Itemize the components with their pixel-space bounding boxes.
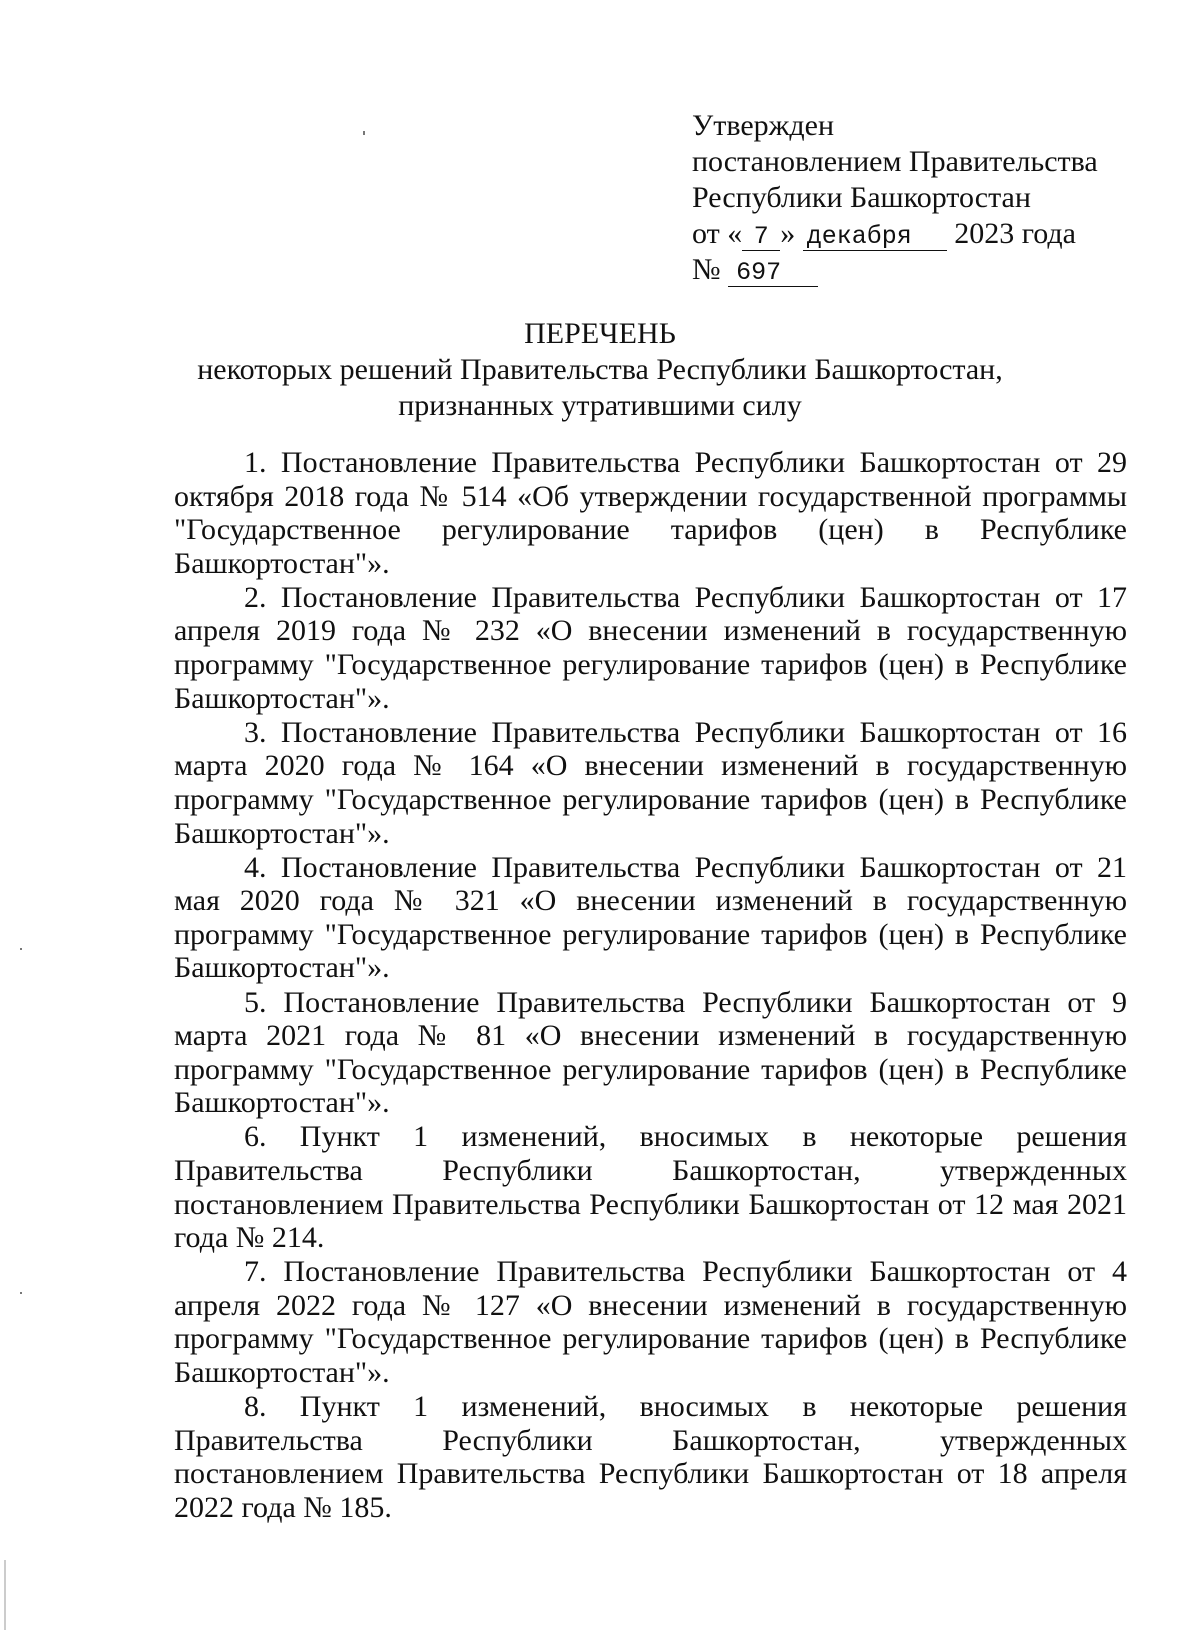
approval-number-line [692, 252, 1152, 288]
list-item: 3. Постановление Правительства Республики Башкортостан от 16 марта 2020 года № 164 «О внесении изменений в государственную программу "Государственное регулирование тарифов (цен) в Республике Башкортостан"». [174, 715, 1127, 850]
list-item: 6. Пункт 1 изменений, вносимых в некоторые решения Правительства Республики Башкортостан, утвержденных постановлением Правительства Республики Башкортостан от 12 мая 2021 года № 214. [174, 1120, 1127, 1255]
date-prefix: от « [692, 217, 743, 250]
approval-line-decree: постановлением Правительства [692, 145, 1098, 178]
date-month: декабря [803, 224, 947, 251]
date-day: 7 [742, 224, 780, 251]
decree-number: 697 [728, 260, 818, 287]
date-quote-close: » [780, 217, 796, 250]
list-item: 8. Пункт 1 изменений, вносимых в некоторые решения Правительства Республики Башкортостан, утвержденных постановлением Правительства Республики Башкортостан от 18 апреля 2022 года № 185. [174, 1390, 1127, 1524]
scan-speck [4, 1560, 6, 1630]
list-item: 5. Постановление Правительства Республики Башкортостан от 9 марта 2021 года № 81 «О внесении изменений в государственную программу "Государственное регулирование тарифов (цен) в Республике Башкортостан"». [174, 985, 1127, 1120]
scan-speck [20, 948, 22, 950]
number-prefix: № [692, 253, 721, 286]
approval-date-line [692, 216, 1152, 252]
list-item: 4. Постановление Правительства Республики Башкортостан от 21 мая 2020 года № 321 «О внесении изменений в государственную программу "Государственное регулирование тарифов (цен) в Республике Башкортостан"». [174, 850, 1127, 985]
scan-speck [363, 131, 365, 135]
date-year: 2023 года [954, 217, 1076, 250]
list-item: 2. Постановление Правительства Республики Башкортостан от 17 апреля 2019 года № 232 «О внесении изменений в государственную программу "Государственное регулирование тарифов (цен) в Республике Башкортостан"». [174, 580, 1127, 715]
document-title: ПЕРЕЧЕНЬ [524, 317, 676, 350]
list-item: 1. Постановление Правительства Республики Башкортостан от 29 октября 2018 года № 514 «Об утверждении государственной программы "Государственное регулирование тарифов (цен) в Республике Башкортостан"». [174, 446, 1127, 580]
approval-stamp-block [692, 108, 1152, 288]
repealed-decisions-list [174, 446, 1127, 1525]
list-item: 7. Постановление Правительства Республики Башкортостан от 4 апреля 2022 года № 127 «О внесении изменений в государственную программу "Государственное регулирование тарифов (цен) в Республике Башкортостан"». [174, 1255, 1127, 1390]
document-subtitle-line-2: признанных утратившими силу [398, 389, 802, 422]
scan-speck [20, 1292, 22, 1294]
approval-line-republic: Республики Башкортостан [692, 181, 1031, 214]
document-subtitle-line-1: некоторых решений Правительства Республики Башкортостан, [197, 353, 1003, 386]
approval-line-approved: Утвержден [692, 109, 835, 142]
